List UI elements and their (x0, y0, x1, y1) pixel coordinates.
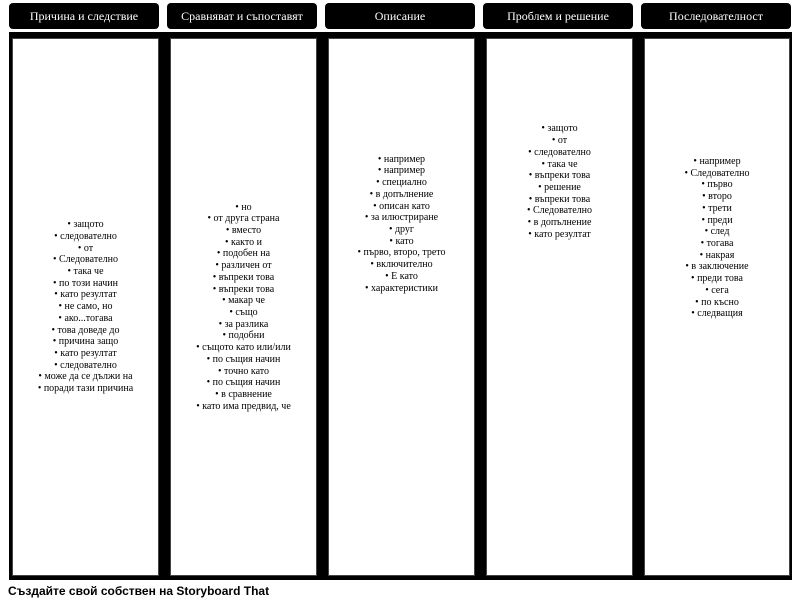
word-list-item: • Следователно (527, 205, 592, 217)
word-list-item: • специално (357, 177, 445, 189)
word-list-item: • второ (685, 191, 750, 203)
word-list-item: • може да се дължи на (38, 371, 133, 383)
word-list-item: • въпреки това (196, 284, 291, 296)
word-list-item: • това доведе до (38, 325, 133, 337)
word-list-item: • същото като или/или (196, 342, 291, 354)
word-list-item: • преди това (685, 273, 750, 285)
word-list-problem-solution (527, 123, 592, 240)
word-list-item: • по същия начин (196, 377, 291, 389)
word-list-item: • вместо (196, 225, 291, 237)
word-list-item: • Е като (357, 271, 445, 283)
word-list-item: • въпреки това (527, 194, 592, 206)
word-list-item: • не само, но (38, 301, 133, 313)
word-list-item: • за разлика (196, 319, 291, 331)
word-list-item: • следователно (38, 231, 133, 243)
panel-cause-effect (12, 38, 159, 576)
word-list-item: • различен от (196, 260, 291, 272)
word-list-item: • както и (196, 237, 291, 249)
word-list-item: • друг (357, 224, 445, 236)
column-header-compare-contrast: Сравняват и съпоставят (167, 3, 317, 29)
panel-compare-contrast (170, 38, 317, 576)
word-list-item: • като резултат (38, 289, 133, 301)
word-list-item: • в сравнение (196, 389, 291, 401)
word-list-item: • така че (38, 266, 133, 278)
word-list-item: • причина защо (38, 336, 133, 348)
word-list-item: • първо (685, 179, 750, 191)
word-list-item: • Следователно (38, 254, 133, 266)
word-list-description (357, 154, 445, 294)
word-list-item: • Следователно (685, 168, 750, 180)
word-list-item: • подобен на (196, 248, 291, 260)
word-list-item: • поради тази причина (38, 383, 133, 395)
column-header-description: Описание (325, 3, 475, 29)
footer-credit-link[interactable]: Създайте свой собствен на Storyboard That (8, 584, 270, 598)
word-list-item: • от друга страна (196, 213, 291, 225)
word-list-item: • трети (685, 203, 750, 215)
word-list-item: • например (685, 156, 750, 168)
word-list-item: • също (196, 307, 291, 319)
word-list-item: • подобни (196, 330, 291, 342)
panel-description (328, 38, 475, 576)
column-header-cause-effect: Причина и следствие (9, 3, 159, 29)
word-list-item: • по същия начин (196, 354, 291, 366)
word-list-item: • сега (685, 285, 750, 297)
word-list-item: • като (357, 236, 445, 248)
word-list-item: • характеристики (357, 283, 445, 295)
word-list-item: • но (196, 202, 291, 214)
word-list-item: • накрая (685, 250, 750, 262)
column-header-problem-solution: Проблем и решение (483, 3, 633, 29)
word-list-item: • за илюстриране (357, 212, 445, 224)
word-list-item: • в допълнение (357, 189, 445, 201)
word-list-item: • след (685, 226, 750, 238)
word-list-item: • описан като (357, 201, 445, 213)
word-list-item: • въпреки това (196, 272, 291, 284)
panel-problem-solution (486, 38, 633, 576)
word-list-item: • в заключение (685, 261, 750, 273)
word-list-item: • от (38, 243, 133, 255)
word-list-item: • по този начин (38, 278, 133, 290)
word-list-item: • първо, второ, трето (357, 247, 445, 259)
word-list-item: • въпреки това (527, 170, 592, 182)
word-list-item: • защото (38, 219, 133, 231)
word-list-item: • като има предвид, че (196, 401, 291, 413)
word-list-item: • следващия (685, 308, 750, 320)
column-header-sequence: Последователност (641, 3, 791, 29)
word-list-item: • точно като (196, 366, 291, 378)
word-list-item: • например (357, 165, 445, 177)
word-list-item: • решение (527, 182, 592, 194)
word-list-cause-effect (38, 219, 133, 395)
word-list-sequence (685, 156, 750, 320)
word-list-item: • преди (685, 215, 750, 227)
word-list-item: • по късно (685, 297, 750, 309)
word-list-item: • от (527, 135, 592, 147)
panel-sequence (644, 38, 790, 576)
word-list-item: • защото (527, 123, 592, 135)
word-list-item: • следователно (38, 360, 133, 372)
word-list-item: • в допълнение (527, 217, 592, 229)
word-list-item: • следователно (527, 147, 592, 159)
word-list-item: • като резултат (38, 348, 133, 360)
word-list-item: • включително (357, 259, 445, 271)
word-list-item: • например (357, 154, 445, 166)
word-list-item: • тогава (685, 238, 750, 250)
word-list-compare-contrast (196, 202, 291, 413)
word-list-item: • макар че (196, 295, 291, 307)
word-list-item: • ако...тогава (38, 313, 133, 325)
word-list-item: • като резултат (527, 229, 592, 241)
word-list-item: • така че (527, 159, 592, 171)
